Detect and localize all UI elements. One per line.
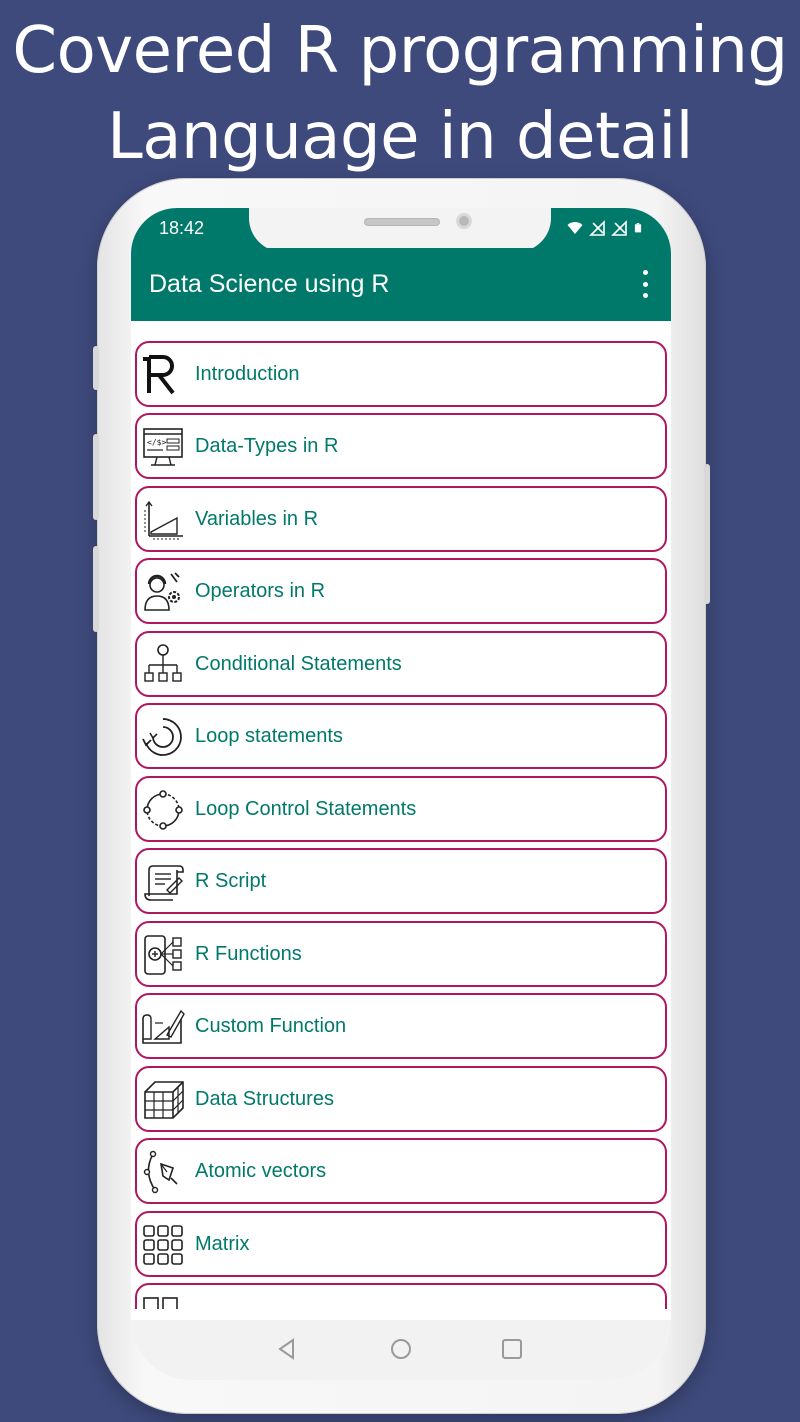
svg-text:</$>: </$> [147,438,167,447]
topic-list[interactable] [135,341,667,1309]
battery-icon [633,220,643,236]
app-bar [131,248,671,321]
topic-item-matrix[interactable] [135,1211,667,1277]
hierarchy-icon [141,643,185,687]
signal-off-icon [589,220,605,236]
topic-item-custom-function[interactable] [135,993,667,1059]
phone-screen [131,208,671,1380]
topic-label: Data-Types in R [195,435,339,457]
topic-item-data-structures[interactable] [135,1066,667,1132]
phone-volume-down-button [93,546,99,632]
topic-label: Data Structures [195,1088,334,1110]
cycle-nodes-icon [141,788,185,832]
phone-power-button [704,464,710,604]
topic-label: R Functions [195,943,302,965]
home-circle-icon[interactable] [388,1336,414,1362]
speaker-grille [364,218,440,226]
topic-item-loop-control-statements[interactable] [135,776,667,842]
topic-label: Atomic vectors [195,1160,327,1182]
app-title: Data Science using R [149,270,390,298]
back-triangle-icon[interactable] [274,1336,300,1362]
script-scroll-icon [141,860,185,904]
promo-headline [0,8,800,180]
cube-grid-icon [141,1078,185,1122]
topic-item-partial[interactable] [135,1283,667,1309]
phone-side-button-top [93,346,99,390]
topic-item-operators[interactable] [135,558,667,624]
topic-item-variables[interactable] [135,486,667,552]
operator-person-gear-icon [141,570,185,614]
signal-off-icon [611,220,627,236]
topic-label: Introduction [195,363,300,385]
front-camera [456,213,472,229]
partial-item-icon [141,1295,185,1309]
topic-label: Matrix [195,1233,250,1255]
status-time: 18:42 [159,218,205,238]
android-nav-bar [131,1320,671,1380]
graph-axes-icon [141,498,185,542]
topic-item-atomic-vectors[interactable] [135,1138,667,1204]
topic-item-introduction[interactable] [135,341,667,407]
r-logo-icon [141,353,185,397]
topic-item-loop-statements[interactable] [135,703,667,769]
phone-frame [97,178,706,1414]
topic-label: Operators in R [195,580,326,602]
wifi-icon [567,220,583,236]
topic-label: Loop statements [195,725,343,747]
status-icons [567,220,643,236]
topic-label: Loop Control Statements [195,798,417,820]
code-monitor-icon [141,425,185,469]
promo-line-1: Covered R programming [12,14,788,88]
topic-item-r-script[interactable] [135,848,667,914]
topic-label: Conditional Statements [195,653,402,675]
mobile-network-icon [141,933,185,977]
vector-pen-icon [141,1150,185,1194]
promo-line-2: Language in detail [107,100,693,174]
topic-item-r-functions[interactable] [135,921,667,987]
phone-volume-up-button [93,434,99,520]
recents-square-icon[interactable] [499,1336,525,1362]
loop-arrows-icon [141,715,185,759]
matrix-grid-icon [141,1223,185,1267]
more-vert-icon[interactable] [639,270,651,298]
topic-label: Variables in R [195,508,319,530]
topic-item-data-types[interactable] [135,413,667,479]
topic-item-conditional-statements[interactable] [135,631,667,697]
topic-label: R Script [195,870,267,892]
blueprint-icon [141,1005,185,1049]
topic-label: Custom Function [195,1015,347,1037]
phone-notch [249,208,551,252]
